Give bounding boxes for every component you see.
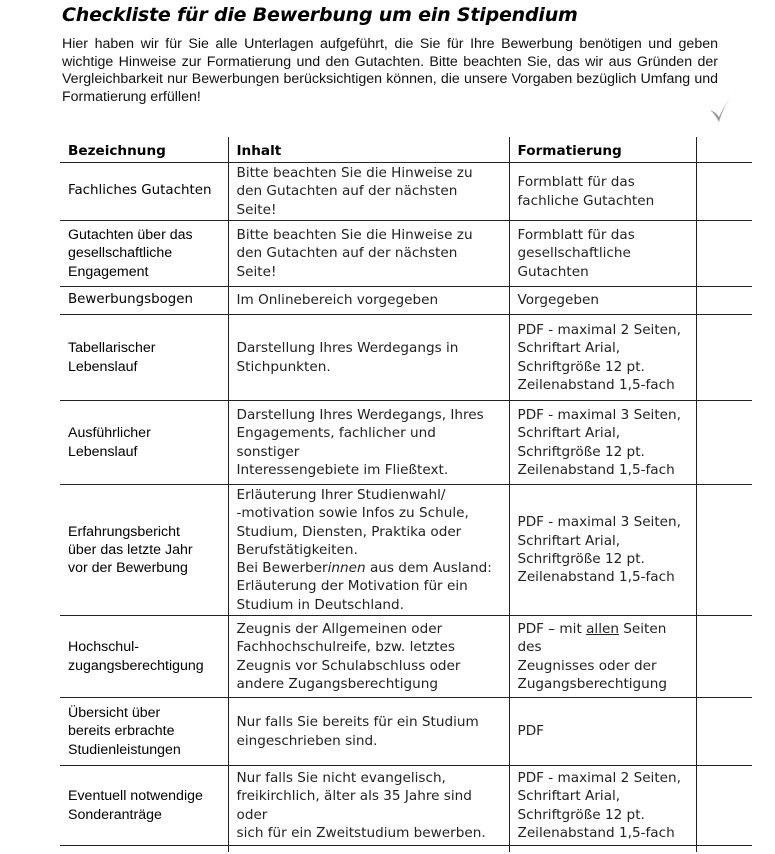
row-check-cell[interactable] xyxy=(696,221,752,287)
row-check-cell[interactable] xyxy=(696,616,752,698)
row-format: PDF – mit allen Seiten des Zeugnisses oder der Zugangsberechtigung xyxy=(509,616,696,698)
row-check-cell[interactable] xyxy=(696,766,752,846)
row-check-cell[interactable] xyxy=(696,287,752,315)
table-row xyxy=(60,485,752,616)
table-row xyxy=(60,221,752,287)
table-row xyxy=(60,616,752,698)
table-row xyxy=(60,766,752,846)
row-format: Formblatt für das fachliche Gutachten xyxy=(509,163,696,221)
page-title: Checkliste für die Bewerbung um ein Stipendium xyxy=(62,4,578,26)
row-label: Gutachten über das gesellschaftliche Engagement xyxy=(60,221,228,287)
header-formatierung: Formatierung xyxy=(509,137,696,163)
row-content: Zeugnis der Allgemeinen oder Fachhochschulreife, bzw. letztes Zeugnis vor Schulabschluss oder andere Zugangsberechtigung xyxy=(228,616,509,698)
row-label: Erfahrungsbericht über das letzte Jahr vor der Bewerbung xyxy=(60,485,228,616)
row-format: PDF - maximal 2 Seiten, Schriftart Arial, Schriftgröße 12 pt. Zeilenabstand 1,5-fach xyxy=(509,766,696,846)
intro-paragraph: Hier haben wir für Sie alle Unterlagen aufgeführt, die Sie für Ihre Bewerbung benötigen und geben wichtige Hinweise zur Formatierung und den Gutachten. Bitte beachten Sie, das wir aus Gründen der Vergleichbarkeit nur Bewerbungen berücksichtigen können, die unsere Vorgaben bezüglich Umfang und Formatierung erfüllen! xyxy=(62,36,718,105)
row-content: Darstellung Ihres Werdegangs, Ihres Engagements, fachlicher und sonstiger Interessengebiete im Fließtext. xyxy=(228,401,509,485)
row-format: Vorgegeben xyxy=(509,287,696,315)
row-label: Übersicht über bereits erbrachte Studienleistungen xyxy=(60,698,228,766)
row-format: PDF - maximal 3 Seiten, Schriftart Arial, Schriftgröße 12 pt. Zeilenabstand 1,5-fach xyxy=(509,485,696,616)
header-bezeichnung: Bezeichnung xyxy=(60,137,228,163)
header-check xyxy=(696,137,752,163)
row-content: Nur falls Sie bereits für ein Studium eingeschrieben sind. xyxy=(228,698,509,766)
row-label: Eventuell notwendige Sonderanträge xyxy=(60,766,228,846)
row-content: Bitte beachten Sie die Hinweise zu den Gutachten auf der nächsten Seite! xyxy=(228,221,509,287)
row-content: Nur falls Sie nicht evangelisch, freikirchlich, älter als 35 Jahre sind oder sich für ein Zweitstudium bewerben. xyxy=(228,766,509,846)
row-format: PDF - maximal 3 Seiten, Schriftart Arial, Schriftgröße 12 pt. Zeilenabstand 1,5-fach xyxy=(509,401,696,485)
checklist-table xyxy=(60,137,752,852)
row-content: Erläuterung Ihrer Studienwahl/ -motivation sowie Infos zu Schule, Studium, Diensten, Praktika oder Berufstätigkeiten. Bei Bewerberinnen aus dem Ausland: Erläuterung der Motivation für ein Studium in Deutschland. xyxy=(228,485,509,616)
row-check-cell[interactable] xyxy=(696,698,752,766)
row-label: Fachliches Gutachten xyxy=(60,163,228,221)
row-label: Ausführlicher Lebenslauf xyxy=(60,401,228,485)
row-check-cell[interactable] xyxy=(696,315,752,401)
row-content: Im Onlinebereich vorgegeben xyxy=(228,287,509,315)
table-tail-row xyxy=(60,846,752,853)
table-header-row xyxy=(60,137,752,163)
row-content: Darstellung Ihres Werdegangs in Stichpunkten. xyxy=(228,315,509,401)
row-label: Hochschul- zugangsberechtigung xyxy=(60,616,228,698)
checkmark-icon xyxy=(706,86,740,126)
row-check-cell[interactable] xyxy=(696,163,752,221)
table-row xyxy=(60,287,752,315)
row-content: Bitte beachten Sie die Hinweise zu den Gutachten auf der nächsten Seite! xyxy=(228,163,509,221)
row-label: Bewerbungsbogen xyxy=(60,287,228,315)
row-format: PDF - maximal 2 Seiten, Schriftart Arial, Schriftgröße 12 pt. Zeilenabstand 1,5-fach xyxy=(509,315,696,401)
table-row xyxy=(60,163,752,221)
row-check-cell[interactable] xyxy=(696,485,752,616)
row-format: Formblatt für das gesellschaftliche Gutachten xyxy=(509,221,696,287)
row-format: PDF xyxy=(509,698,696,766)
table-row xyxy=(60,315,752,401)
table-row xyxy=(60,401,752,485)
header-inhalt: Inhalt xyxy=(228,137,509,163)
row-label: Tabellarischer Lebenslauf xyxy=(60,315,228,401)
table-row xyxy=(60,698,752,766)
row-check-cell[interactable] xyxy=(696,401,752,485)
